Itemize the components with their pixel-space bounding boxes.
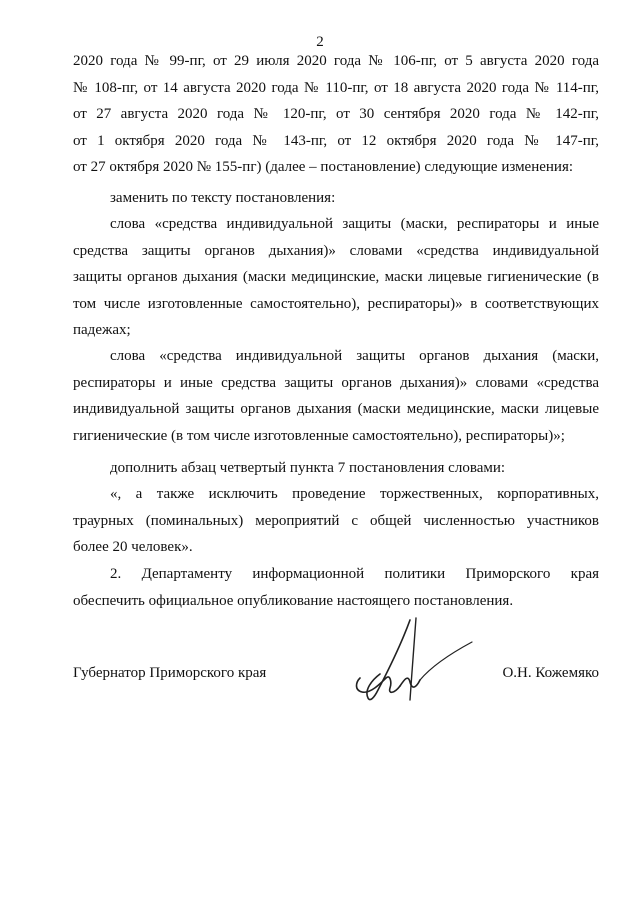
text-line: слова «средства индивидуальной защиты органов дыхания (маски, bbox=[110, 348, 599, 364]
supplement-heading: дополнить абзац четвертый пункта 7 постановления словами: bbox=[110, 460, 506, 476]
text-line: 2020 года № 99-пг, от 29 июля 2020 года № 106-пг, от 5 августа 2020 года bbox=[73, 53, 599, 69]
text-line: падежах; bbox=[73, 322, 131, 339]
replace-item-2 bbox=[73, 343, 599, 449]
text-line: траурных (поминальных) мероприятий с общей численностью участников bbox=[73, 512, 599, 529]
handwritten-signature bbox=[350, 612, 475, 707]
supplement-text bbox=[73, 481, 599, 561]
text-line: обеспечить официальное опубликование настоящего постановления. bbox=[73, 592, 514, 609]
text-line: слова «средства индивидуальной защиты (маски, респираторы и иные bbox=[110, 216, 599, 232]
text-line: более 20 человек». bbox=[73, 539, 193, 556]
text-line: индивидуальной защиты органов дыхания (маски медицинские, маски лицевые bbox=[73, 401, 599, 418]
text-line: гигиенические (в том числе изготовленные самостоятельно), респираторы)»; bbox=[73, 427, 565, 444]
text-line: от 27 октября 2020 № 155-пг) (далее – постановление) следующие изменения: bbox=[73, 159, 574, 176]
text-line: № 108-пг, от 14 августа 2020 года № 110-пг, от 18 августа 2020 года № 114-пг, bbox=[73, 79, 599, 96]
text-line: защиты органов дыхания (маски медицинские, маски лицевые гигиенические (в bbox=[73, 269, 599, 286]
text-line: 2. Департаменту информационной политики Приморского края bbox=[110, 566, 599, 582]
replace-item-1 bbox=[73, 211, 599, 344]
text-line: от 27 августа 2020 года № 120-пг, от 30 сентября 2020 года № 142-пг, bbox=[73, 106, 599, 123]
item-2-paragraph bbox=[73, 561, 599, 614]
replace-heading: заменить по тексту постановления: bbox=[110, 190, 336, 206]
intro-paragraph bbox=[73, 48, 599, 181]
text-line: от 1 октября 2020 года № 143-пг, от 12 октября 2020 года № 147-пг, bbox=[73, 132, 599, 149]
text-line: респираторы и иные средства защиты органов дыхания)» словами «средства bbox=[73, 374, 599, 391]
page-number: 2 bbox=[316, 34, 324, 50]
signer-name: О.Н. Кожемяко bbox=[502, 665, 599, 681]
text-line: средства защиты органов дыхания)» словами «средства индивидуальной bbox=[73, 242, 599, 259]
text-line: «, а также исключить проведение торжественных, корпоративных, bbox=[110, 486, 599, 502]
signer-title: Губернатор Приморского края bbox=[73, 665, 267, 681]
text-line: том числе изготовленные самостоятельно), респираторы)» в соответствующих bbox=[73, 295, 599, 312]
